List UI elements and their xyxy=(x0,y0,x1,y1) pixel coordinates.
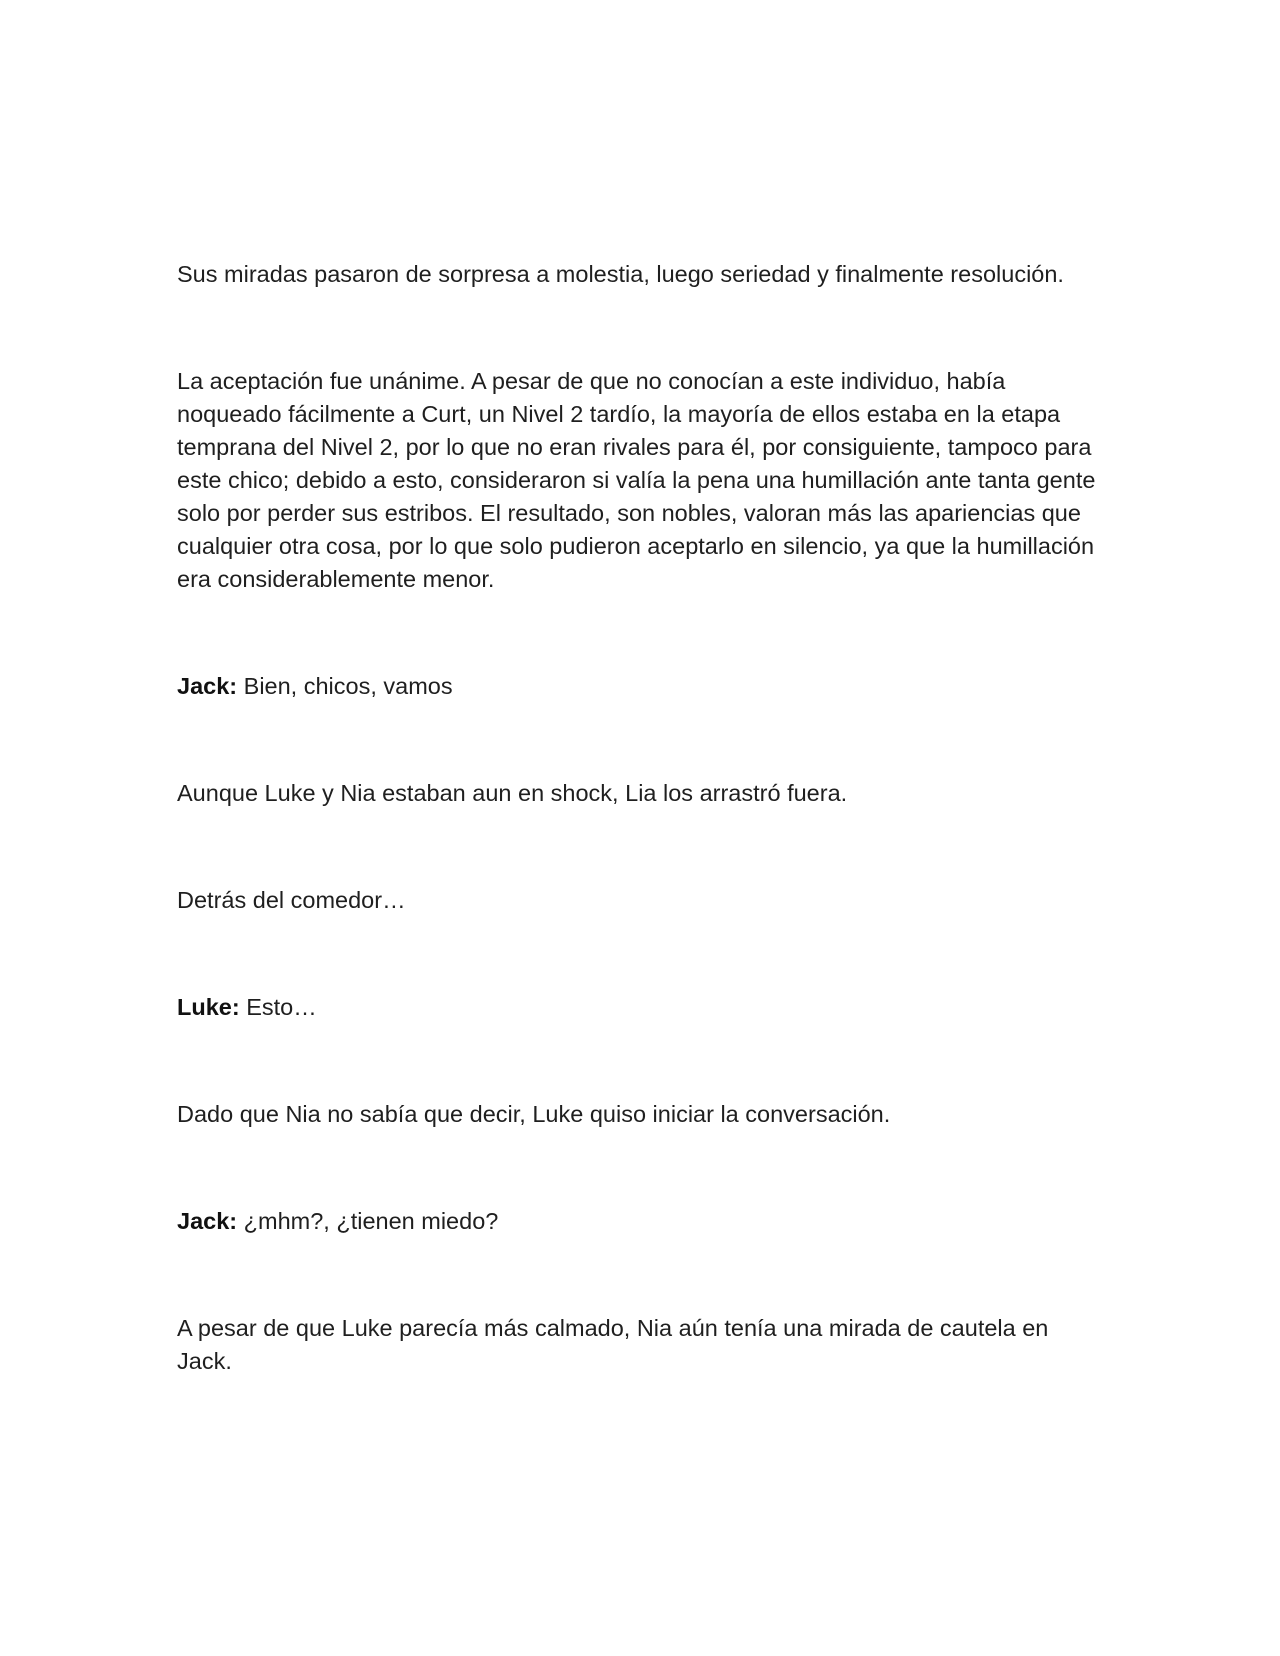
paragraph-gap xyxy=(177,810,1107,884)
dialogue-text: Esto… xyxy=(239,994,317,1020)
dialogue-text: Bien, chicos, vamos xyxy=(237,673,453,699)
paragraph-7 xyxy=(177,1098,1107,1131)
paragraph-4 xyxy=(177,777,1107,810)
narration-text: Aunque Luke y Nia estaban aun en shock, Lia los arrastró fuera. xyxy=(177,780,848,806)
paragraph-3-dialogue xyxy=(177,670,1107,703)
narration-text: Detrás del comedor… xyxy=(177,887,406,913)
narration-text: Dado que Nia no sabía que decir, Luke quiso iniciar la conversación. xyxy=(177,1101,891,1127)
paragraph-gap xyxy=(177,1131,1107,1205)
paragraph-5 xyxy=(177,884,1107,917)
speaker-name: Jack: xyxy=(177,1208,238,1234)
paragraph-gap xyxy=(177,703,1107,777)
paragraph-2 xyxy=(177,365,1107,596)
paragraph-9 xyxy=(177,1312,1107,1378)
paragraph-gap xyxy=(177,291,1107,365)
paragraph-gap xyxy=(177,1238,1107,1312)
paragraph-gap xyxy=(177,596,1107,670)
narration-text: Sus miradas pasaron de sorpresa a molestia, luego seriedad y finalmente resolución. xyxy=(177,261,1064,287)
paragraph-8-dialogue xyxy=(177,1205,1107,1238)
speaker-name: Jack: xyxy=(177,673,238,699)
narration-text: La aceptación fue unánime. A pesar de que no conocían a este individuo, había noqueado fácilmente a Curt, un Nivel 2 tardío, la mayoría de ellos estaba en la etapa temprana del Nivel 2, por lo que no eran rivales para él, por consiguiente, tampoco para este chico; debido a esto, consideraron si valía la pena una humillación ante tanta gente solo por perder sus estribos. El resultado, son nobles, valoran más las apariencias que cualquier otra cosa, por lo que solo pudieron aceptarlo en silencio, ya que la humillación era considerablemente menor. xyxy=(177,368,1096,592)
speaker-name: Luke: xyxy=(177,994,240,1020)
paragraph-1 xyxy=(177,258,1107,291)
paragraph-gap xyxy=(177,1024,1107,1098)
paragraph-gap xyxy=(177,917,1107,991)
document-body xyxy=(177,258,1107,1378)
narration-text: A pesar de que Luke parecía más calmado, Nia aún tenía una mirada de cautela en Jack. xyxy=(177,1315,1049,1374)
dialogue-text: ¿mhm?, ¿tienen miedo? xyxy=(237,1208,499,1234)
paragraph-6-dialogue xyxy=(177,991,1107,1024)
